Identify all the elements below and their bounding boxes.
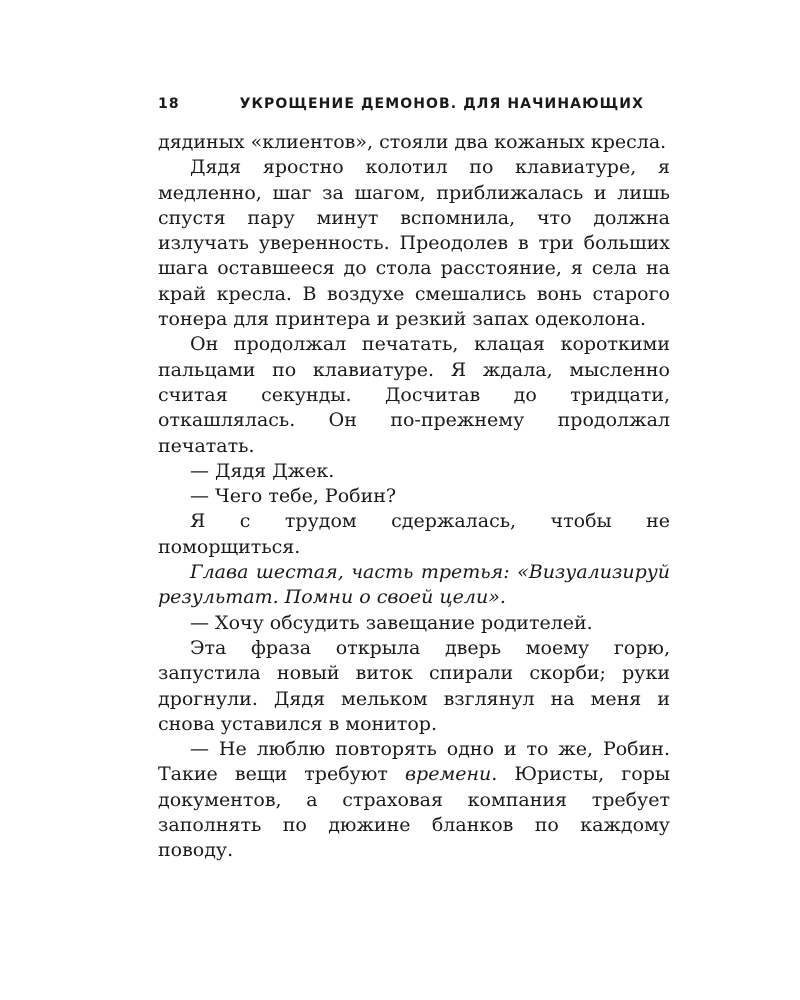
page-number: 18 (158, 96, 180, 112)
running-title: УКРОЩЕНИЕ ДЕМОНОВ. ДЛЯ НАЧИНАЮЩИХ (239, 96, 644, 112)
paragraph-2: Дядя яростно колотил по клавиатуре, я медленно, шаг за шагом, приближалась и лишь спустя пару минут вспомнила, что должна излучать уверенность. Преодолев в три больших шага оставшееся до стола расстояние, я села на край кресла. В воздухе смешались вонь старого тонера для принтера и резкий запах одеколона. (158, 156, 670, 331)
paragraph-3: Он продолжал печатать, клацая короткими пальцами по клавиатуре. Я ждала, мысленно считая секунды. Досчитав до тридцати, откашлялась. Он по-прежнему продолжал печатать. (158, 333, 670, 457)
paragraph-8: — Хочу обсудить завещание родителей. (190, 611, 593, 634)
paragraph-1: дядиных «клиентов», стояли два кожаных кресла. (158, 131, 667, 153)
paragraph-10-part-a: — Не люблю повторять одно и то же, Робин. Такие вещи требуют (158, 738, 670, 786)
paragraph-10-part-b: . Юристы, горы документов, а страховая компания требует заполнять по дюжине бланков по каждому поводу. (158, 763, 670, 862)
paragraph-7-italic-quote: Глава шестая, часть третья: «Визуализируй результат. Помни о своей цели». (158, 561, 670, 609)
paragraph-10 (158, 737, 670, 863)
paragraph-9: Эта фраза открыла дверь моему горю, запустила новый виток спирали скорби; руки дрогнули. Дядя мельком взглянул на меня и снова уставился в монитор. (158, 636, 670, 735)
page-header (158, 96, 644, 116)
paragraph-4: — Дядя Джек. (190, 459, 335, 482)
paragraph-10-emphasis: времени (405, 763, 492, 786)
paragraph-6: Я с трудом сдержалась, чтобы не поморщиться. (158, 510, 670, 558)
paragraph-5: — Чего тебе, Робин? (190, 485, 397, 508)
body-text (158, 130, 670, 864)
